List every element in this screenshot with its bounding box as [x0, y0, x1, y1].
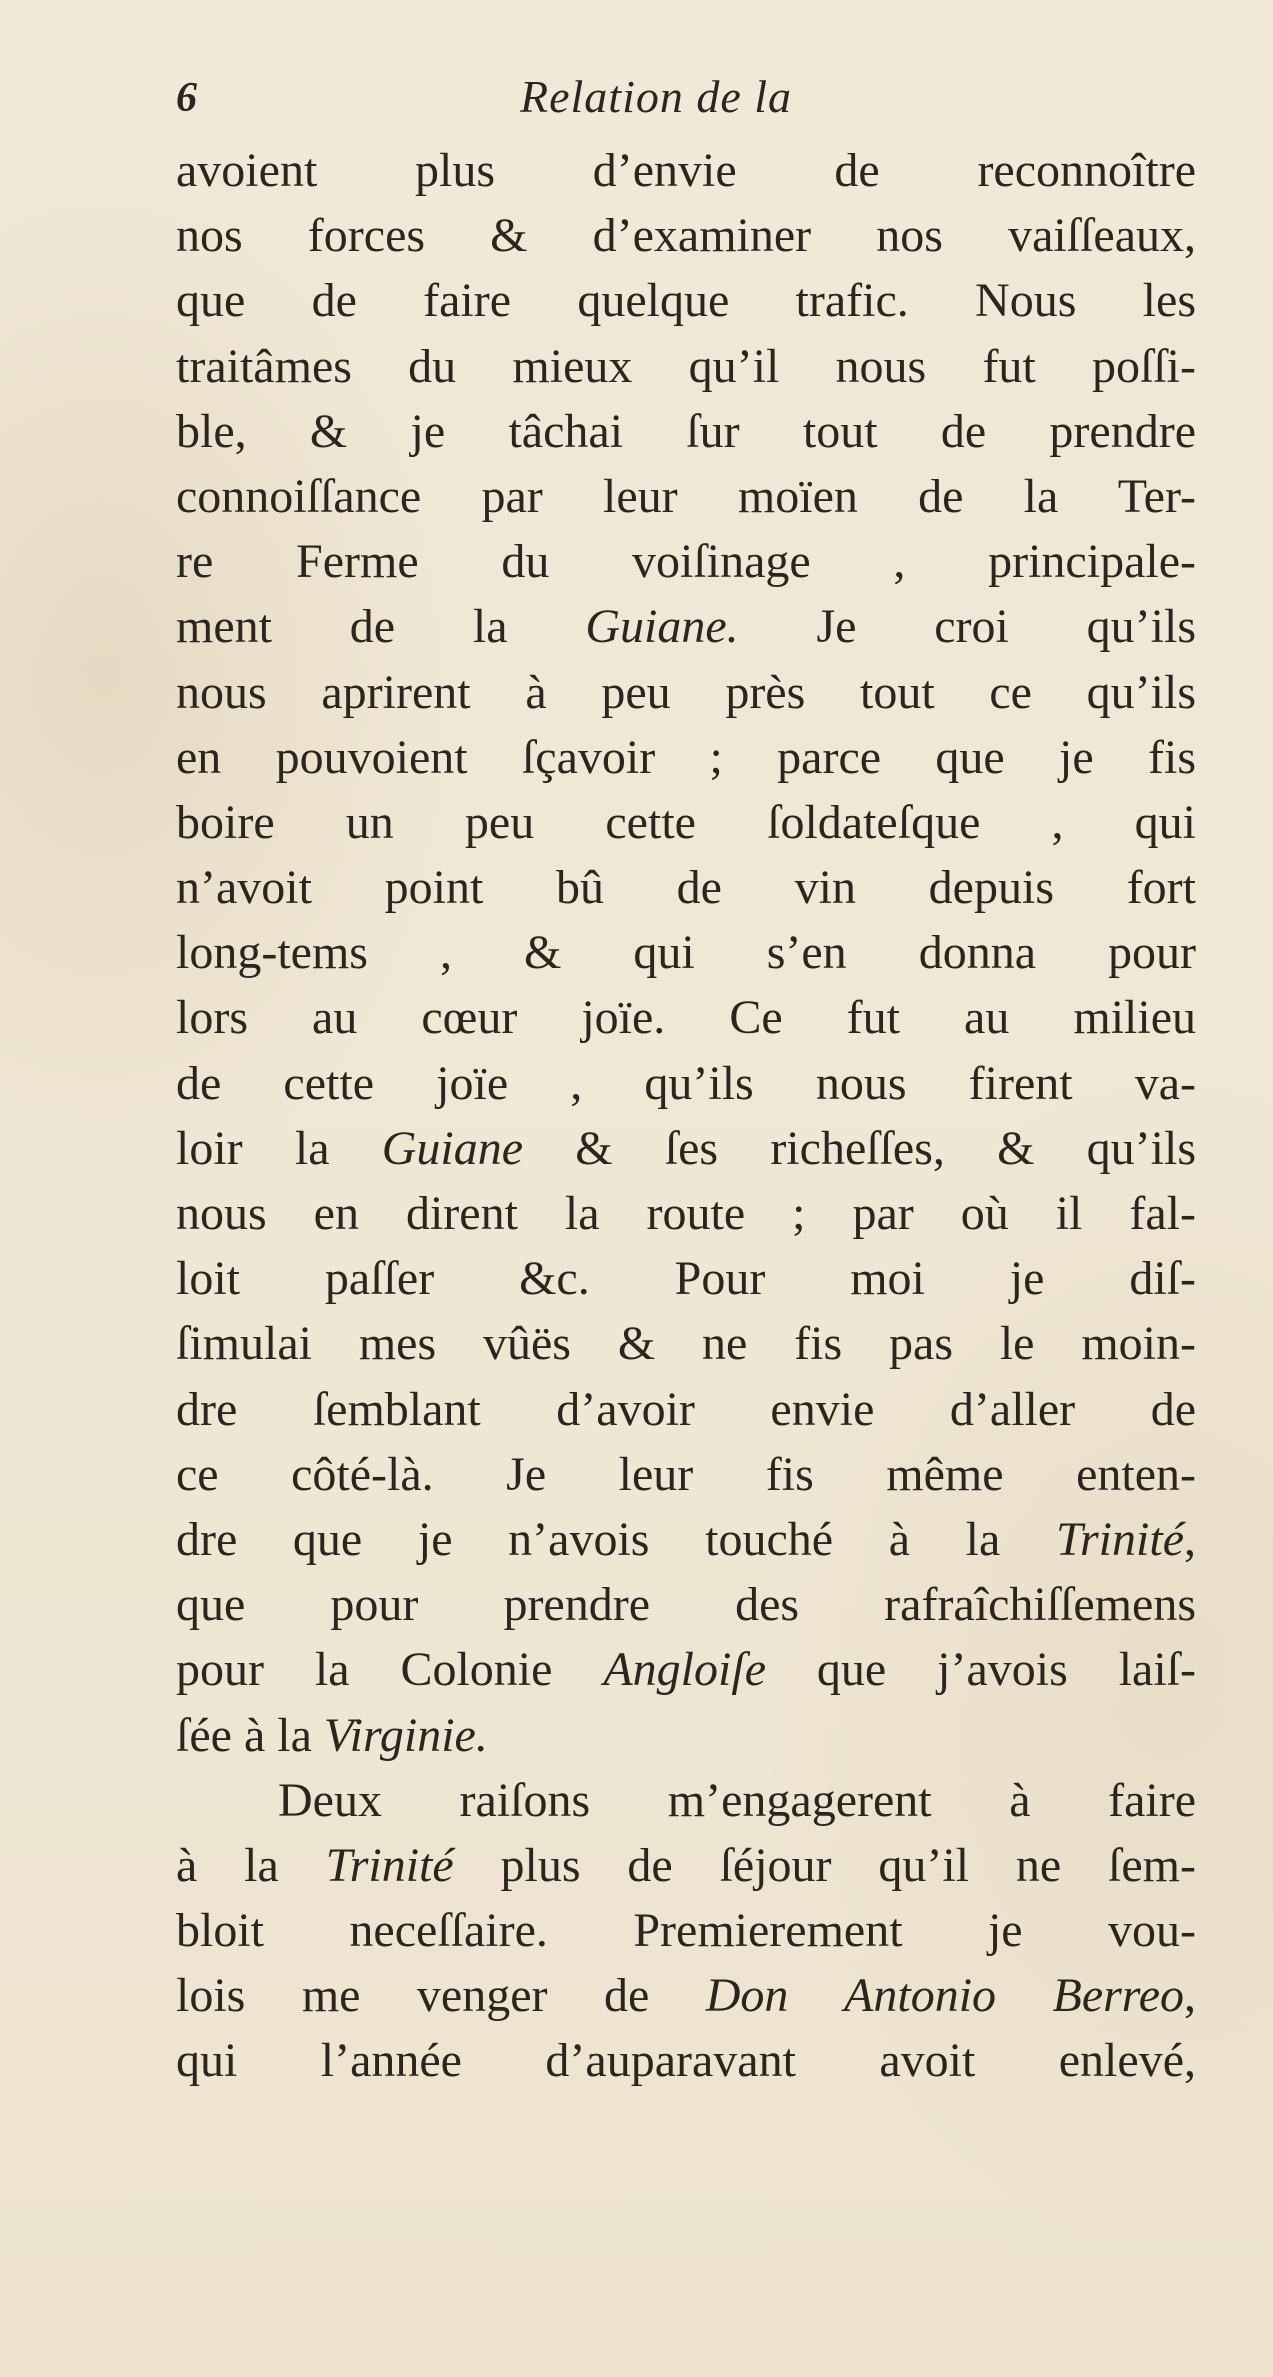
text-line — [176, 725, 1196, 790]
text-line — [176, 1833, 1196, 1898]
text-line — [176, 660, 1196, 725]
text-line — [176, 138, 1196, 203]
text-line — [176, 464, 1196, 529]
text-line — [176, 1507, 1196, 1572]
italic-text: Trinité — [325, 1838, 454, 1892]
text-line — [176, 203, 1196, 268]
text-line — [176, 1898, 1196, 1963]
italic-text: Don Antonio Berreo — [705, 1969, 1184, 2023]
line-text: qui l’année d’auparavant avoit enlevé, — [176, 2034, 1196, 2088]
line-text: avoient plus d’envie de reconnoître — [176, 144, 1196, 197]
italic-text: Virginie. — [323, 1708, 488, 1762]
line-text: long-tems , & qui s’en donna pour — [176, 926, 1196, 980]
page-header — [176, 70, 1206, 140]
text-line — [176, 1116, 1196, 1181]
line-text: n’avoit point bû de vin depuis fort — [176, 861, 1196, 915]
text-line — [176, 1703, 1196, 1768]
text-line — [176, 529, 1196, 594]
line-text: connoiſſance par leur moïen de la Ter- — [176, 469, 1196, 523]
line-text: ble, & je tâchai ſur tout de prendre — [176, 404, 1196, 458]
text-line — [176, 1311, 1196, 1376]
italic-text: Guiane. — [585, 600, 739, 654]
line-text: boire un peu cette ſoldateſque , qui — [176, 795, 1196, 849]
line-text: Deux raiſons m’engagerent à faire — [278, 1773, 1196, 1827]
line-text: nous aprirent à peu près tout ce qu’ils — [176, 665, 1196, 719]
page-number: 6 — [176, 75, 197, 121]
italic-text: Guiane — [381, 1121, 524, 1175]
body-text — [176, 138, 1196, 2094]
text-line — [176, 1377, 1196, 1442]
line-text: nos forces & d’examiner nos vaiſſeaux, — [176, 209, 1196, 263]
line-text: ſimulai mes vûës & ne fis pas le moin- — [176, 1317, 1196, 1371]
line-text: ment de la — [176, 600, 586, 654]
text-line — [176, 334, 1196, 399]
text-line — [176, 1768, 1196, 1833]
line-text: loir la — [176, 1121, 382, 1175]
line-text: , — [1184, 1512, 1196, 1566]
line-text: à la — [176, 1838, 326, 1892]
text-line — [176, 268, 1196, 333]
line-text: pour la Colonie — [176, 1643, 604, 1697]
line-text: Je croi qu’ils — [738, 600, 1196, 654]
text-line — [176, 790, 1196, 855]
line-text: que j’avois laiſ- — [766, 1643, 1196, 1697]
line-text: ce côté-là. Je leur fis même enten- — [176, 1447, 1196, 1501]
italic-text: Angloiſe — [603, 1643, 766, 1697]
line-text: ſée à la — [176, 1708, 324, 1762]
line-text: en pouvoient ſçavoir ; parce que je fis — [176, 730, 1196, 784]
text-line — [176, 1572, 1196, 1637]
text-line — [176, 1963, 1196, 2028]
italic-text: Trinité — [1055, 1512, 1184, 1566]
text-line — [176, 1181, 1196, 1246]
text-line — [176, 1051, 1196, 1116]
line-text: lois me venger de — [176, 1969, 706, 2023]
text-line — [176, 1637, 1196, 1702]
line-text: bloit neceſſaire. Premierement je vou- — [176, 1904, 1196, 1958]
text-line — [176, 1442, 1196, 1507]
line-text: nous en dirent la route ; par où il fal- — [176, 1187, 1196, 1240]
line-text: que de faire quelque trafic. Nous les — [176, 274, 1196, 328]
text-line — [176, 985, 1196, 1050]
line-text: re Ferme du voiſinage , principale- — [176, 535, 1196, 589]
line-text: plus de ſéjour qu’il ne ſem- — [453, 1838, 1197, 1892]
text-line — [176, 920, 1196, 985]
line-text: & ſes richeſſes, & qu’ils — [523, 1121, 1196, 1175]
text-line — [176, 2028, 1196, 2093]
line-text: traitâmes du mieux qu’il nous fut poſſi- — [176, 339, 1196, 393]
text-line — [176, 594, 1196, 659]
line-text: lors au cœur joïe. Ce fut au milieu — [176, 991, 1196, 1045]
line-text: de cette joïe , qu’ils nous firent va- — [176, 1056, 1196, 1110]
text-line — [176, 1246, 1196, 1311]
running-title: Relation de la — [520, 71, 793, 122]
text-line — [176, 855, 1196, 920]
line-text: dre ſemblant d’avoir envie d’aller de — [176, 1382, 1196, 1436]
line-text: , — [1184, 1969, 1196, 2023]
line-text: loit paſſer &c. Pour moi je diſ- — [176, 1252, 1196, 1306]
line-text: dre que je n’avois touché à la — [176, 1512, 1056, 1566]
text-line — [176, 399, 1196, 464]
line-text: que pour prendre des rafraîchiſſemens — [176, 1578, 1196, 1632]
